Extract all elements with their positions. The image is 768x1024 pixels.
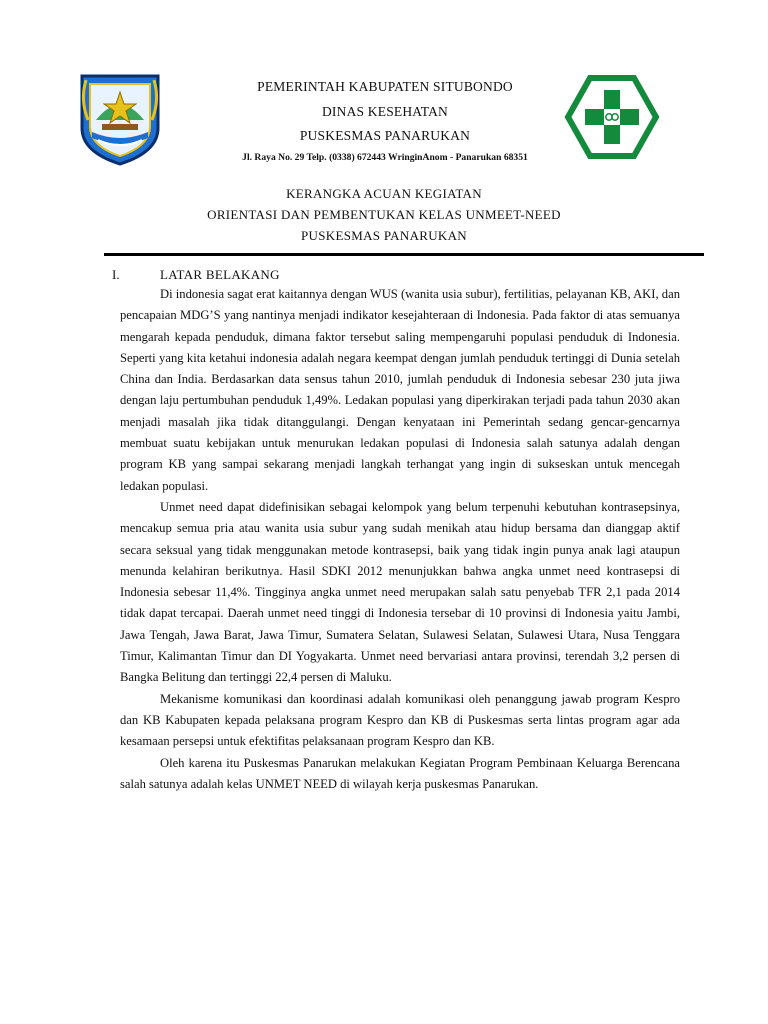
- letterhead-department: DINAS KESEHATAN: [321, 104, 449, 119]
- paragraph: Oleh karena itu Puskesmas Panarukan melakukan Kegiatan Program Pembinaan Keluarga Berencana salah satunya adalah kelas UNMET NEED di wilayah kerja puskesmas Panarukan.: [120, 755, 680, 791]
- kabupaten-crest-icon: [78, 70, 162, 166]
- letterhead-puskesmas: PUSKESMAS PANARUKAN: [299, 128, 471, 143]
- puskesmas-cross-icon: [564, 74, 660, 160]
- document-title: KERANGKA ACUAN KEGIATAN: [286, 186, 482, 201]
- section-heading: LATAR BELAKANG: [160, 267, 280, 282]
- document-subtitle-location: PUSKESMAS PANARUKAN: [301, 228, 467, 243]
- letterhead-government: PEMERINTAH KABUPATEN SITUBONDO: [257, 79, 513, 94]
- letterhead-address: Jl. Raya No. 29 Telp. (0338) 672443 WringinAnom - Panarukan 68351: [242, 152, 528, 163]
- section-body: [120, 284, 680, 795]
- paragraph: Di indonesia sagat erat kaitannya dengan WUS (wanita usia subur), fertilitias, pelayanan KB, AKI, dan pencapaian MDG’S yang nantinya menjadi indikator kesejahteraan di Indonesia. Pada faktor di atas semuanya mengarah kepada penduduk, dimana faktor tersebut saling mempengaruhi populasi penduduk di Indonesia. Seperti yang kita ketahui indonesia adalah negara keempat dengan jumlah penduduk tertinggi di Dunia setelah China dan India. Berdasarkan data sensus tahun 2010, jumlah penduduk di Indonesia sebesar 230 juta jiwa dengan laju pertumbuhan penduduk 1,49%. Ledakan populasi yang diperkirakan terjadi pada tahun 2030 akan menjadi masalah jika tidak ditanggulangi. Dengan kenyataan ini Pemerintah sedang gencar-gencarnya membuat suatu kebijakan untuk menurukan ledakan populasi di Indonesia salah satunya adalah dengan program KB yang sampai sekarang menjadi langkah terhangat yang ingin di sukseskan untuk mencegah ledakan populasi.: [120, 287, 680, 493]
- paragraph: Unmet need dapat didefinisikan sebagai kelompok yang belum terpenuhi kebutuhan kontrasepsinya, mencakup semua pria atau wanita usia subur yang sudah menikah atau hidup bersama dan dianggap aktif secara seksual yang tidak menggunakan metode kontrasepsi, baik yang tidak ingin punya anak lagi ataupun menunda kelahiran berikutnya. Hasil SDKI 2012 menunjukkan bahwa angka unmet need kontrasepsi di Indonesia sebesar 11,4%. Tingginya angka unmet need merupakan salah satu penyebab TFR 2,1 pada 2014 tidak dapat tercapai. Daerah unmet need tinggi di Indonesia tersebar di 10 provinsi di Indonesia yaitu Jambi, Jawa Tengah, Jawa Barat, Jawa Timur, Sumatera Selatan, Sulawesi Selatan, Sulawesi Utara, Nusa Tenggara Timur, Kalimantan Timur dan DI Yogyakarta. Unmet need bervariasi antara provinsi, terendah 3,2 persen di Bangka Belitung dan tertinggi 22,4 persen di Maluku.: [120, 499, 680, 685]
- document-subtitle: ORIENTASI DAN PEMBENTUKAN KELAS UNMEET-NEED: [207, 207, 561, 222]
- header-divider: [104, 253, 704, 256]
- section-number: I.: [112, 267, 120, 282]
- paragraph: Mekanisme komunikasi dan koordinasi adalah komunikasi oleh penanggung jawab program Kespro dan KB Kabupaten kepada pelaksana program Kespro dan KB di Puskesmas serta lintas program agar ada kesamaan persepsi untuk efektifitas pelaksanaan program Kespro dan KB.: [120, 691, 680, 749]
